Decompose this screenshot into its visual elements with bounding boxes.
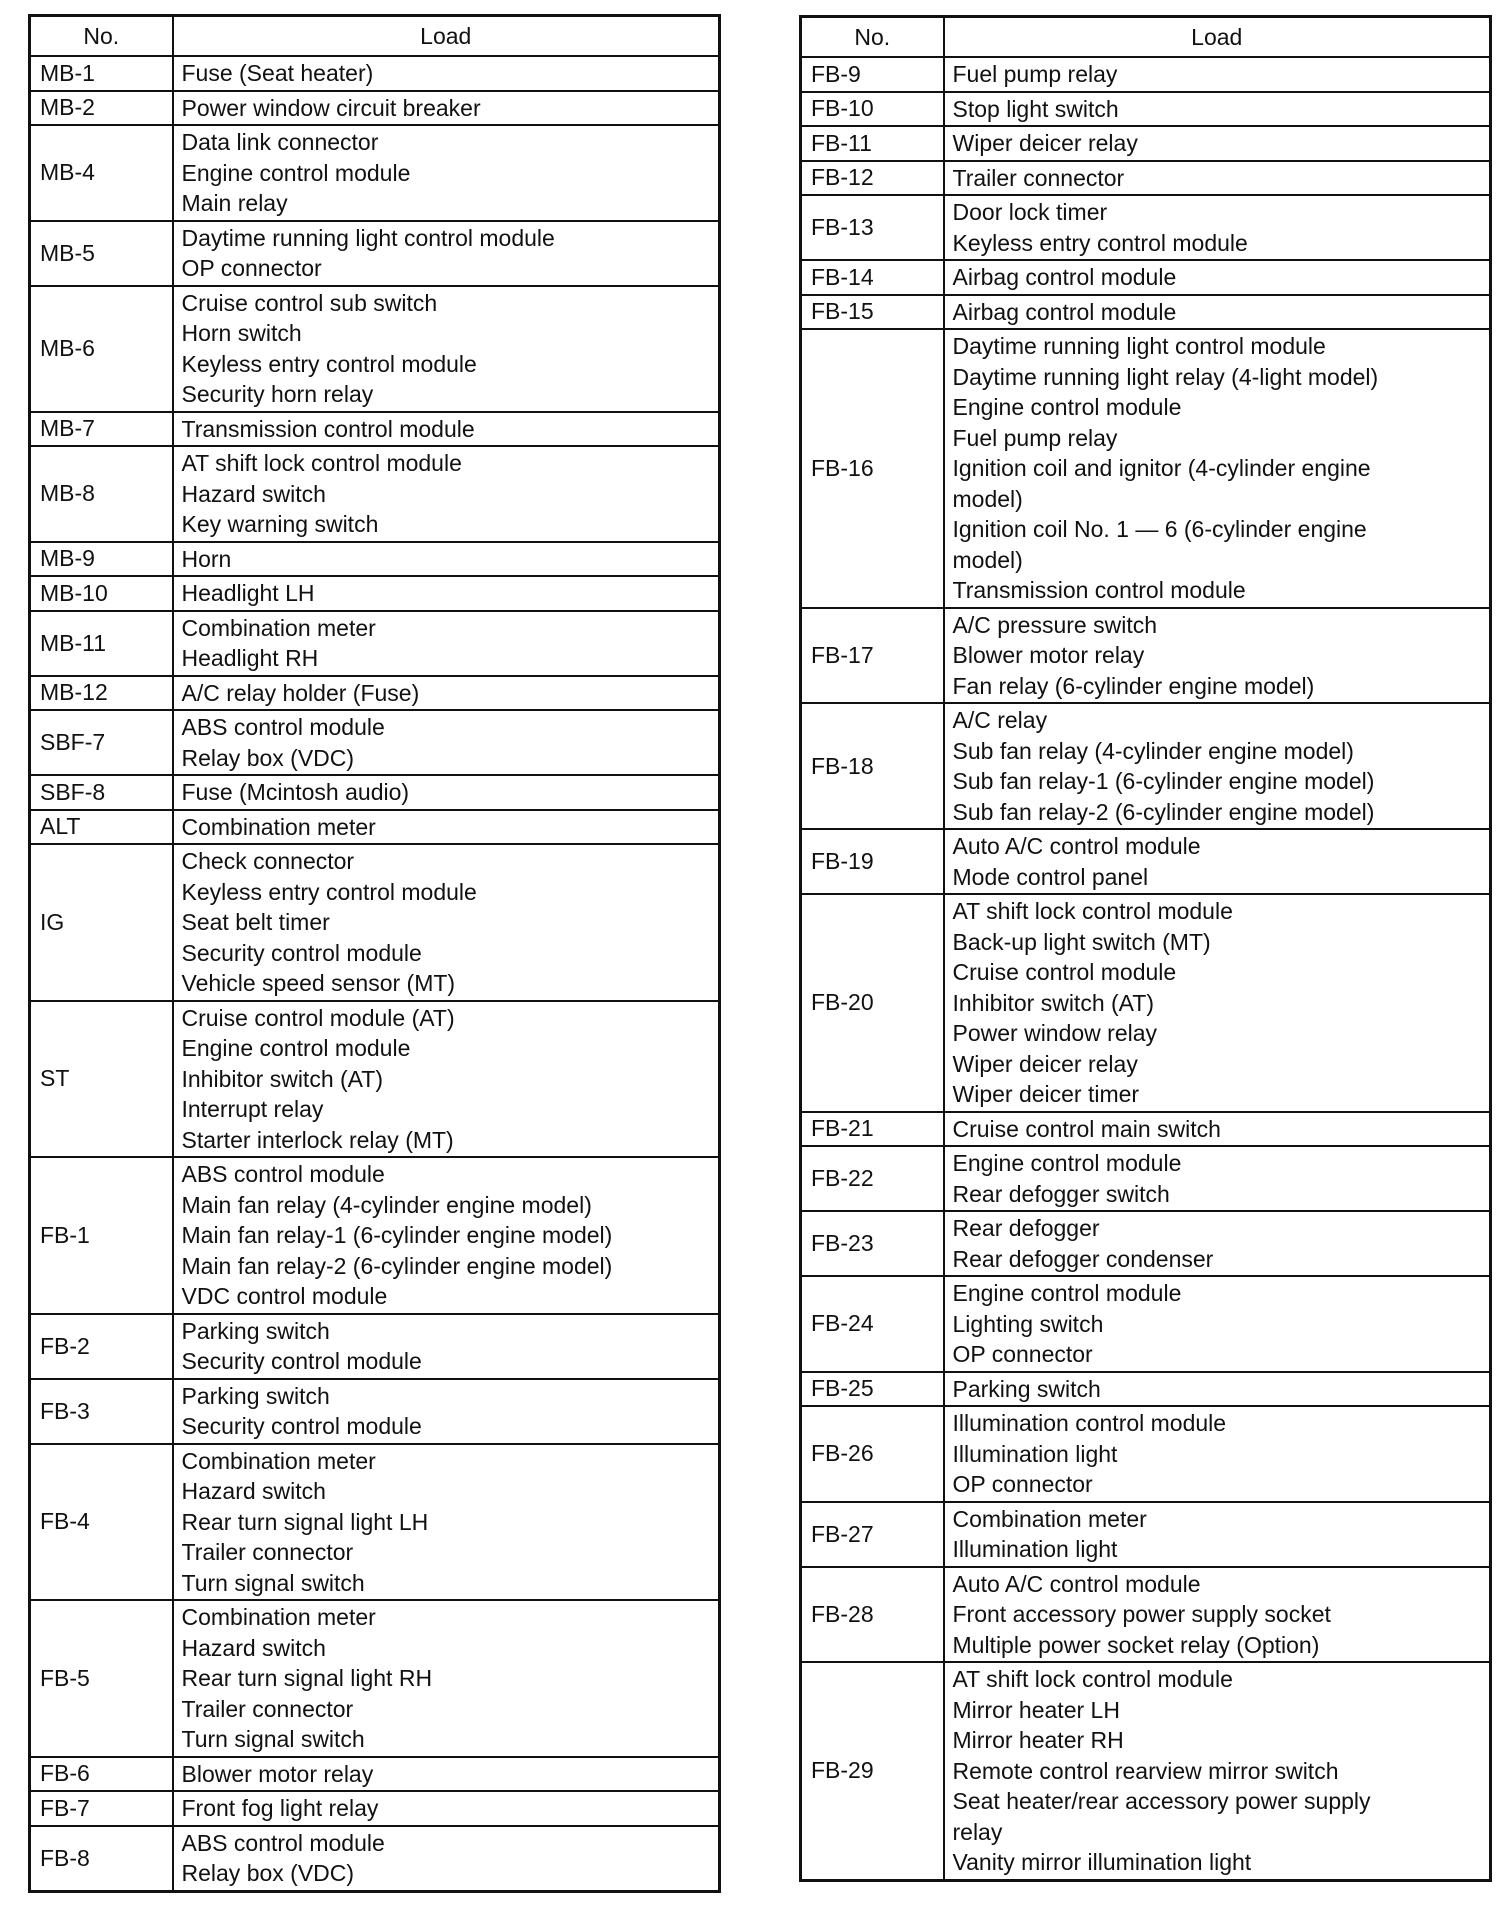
load-item: Security control module — [181, 1348, 422, 1374]
load-item: Keyless entry control module — [181, 350, 477, 377]
fuse-number: FB-12 — [801, 161, 944, 196]
fuse-number: MB-10 — [30, 576, 173, 611]
table-row — [801, 608, 1491, 704]
load-item: Hazard switch — [181, 1478, 326, 1504]
load-item: A/C relay — [952, 707, 1048, 733]
load-item: Vehicle speed sensor (MT) — [181, 970, 456, 996]
load-item: Inhibitor switch (AT) — [181, 1065, 384, 1092]
load-item: Key warning switch — [181, 511, 379, 537]
load-list — [944, 1372, 1491, 1407]
load-item: Mirror heater RH — [952, 1727, 1124, 1753]
load-list — [173, 542, 720, 577]
table-row — [801, 829, 1491, 894]
fuse-number: IG — [30, 844, 173, 1001]
fuse-number: MB-12 — [30, 676, 173, 711]
load-item: Rear defogger condenser — [952, 1245, 1214, 1272]
load-item: Relay box (VDC) — [181, 1860, 355, 1886]
table-row — [30, 611, 720, 676]
load-list — [173, 56, 720, 91]
fuse-number: FB-14 — [801, 260, 944, 295]
fuse-number: MB-2 — [30, 91, 173, 126]
fuse-number: FB-2 — [30, 1314, 173, 1379]
table-row — [30, 1600, 720, 1757]
load-item: Airbag control module — [952, 298, 1177, 325]
table-row — [30, 1444, 720, 1601]
table-row — [801, 1502, 1491, 1567]
load-item: Auto A/C control module — [952, 833, 1201, 859]
load-item: Parking switch — [952, 1375, 1101, 1402]
load-item: Daytime running light relay (4-light model) — [952, 363, 1379, 390]
table-row — [30, 844, 720, 1001]
table-row — [801, 703, 1491, 829]
fuse-number: FB-1 — [30, 1157, 173, 1314]
load-item: Cruise control module — [952, 959, 1177, 985]
fuse-number: FB-24 — [801, 1276, 944, 1372]
load-item: Combination meter — [181, 813, 376, 840]
load-list — [944, 260, 1491, 295]
table-row — [801, 92, 1491, 127]
load-item: Horn — [181, 545, 232, 572]
table-row — [30, 775, 720, 810]
load-list — [944, 829, 1491, 894]
fuse-number: FB-17 — [801, 608, 944, 704]
table-row — [801, 329, 1491, 608]
load-item: Combination meter — [952, 1505, 1147, 1532]
load-item: Trailer connector — [952, 164, 1125, 191]
load-item: Starter interlock relay (MT) — [181, 1126, 454, 1153]
fuse-number: MB-9 — [30, 542, 173, 577]
table-row — [30, 542, 720, 577]
load-item: Engine control module — [181, 1035, 411, 1061]
load-item: Wiper deicer relay — [952, 130, 1138, 156]
load-list — [944, 608, 1491, 704]
header-no: No. — [30, 16, 173, 57]
load-list — [944, 1146, 1491, 1211]
load-item: Fuse (Mcintosh audio) — [181, 779, 410, 805]
fuse-number: FB-23 — [801, 1211, 944, 1276]
fuse-number: FB-4 — [30, 1444, 173, 1601]
load-item: Fuse (Seat heater) — [181, 60, 374, 86]
load-list — [944, 894, 1491, 1112]
fuse-number: FB-22 — [801, 1146, 944, 1211]
fuse-number: FB-21 — [801, 1112, 944, 1147]
load-item: Combination meter — [181, 1447, 376, 1474]
load-item: Hazard switch — [181, 480, 326, 507]
table-row — [801, 161, 1491, 196]
load-item: Wiper deicer relay — [952, 1050, 1138, 1077]
load-item: Transmission control module — [181, 415, 475, 442]
load-list — [173, 125, 720, 221]
load-item: Parking switch — [181, 1317, 330, 1344]
load-item: Security horn relay — [181, 381, 374, 407]
load-list — [173, 844, 720, 1001]
fuse-number: MB-1 — [30, 56, 173, 91]
load-item: Ignition coil No. 1 — 6 (6-cylinder engine — [952, 516, 1367, 542]
load-item: Fuel pump relay — [952, 424, 1118, 451]
load-item: Fan relay (6-cylinder engine model) — [952, 672, 1315, 699]
table-row — [30, 710, 720, 775]
fuse-number: MB-8 — [30, 446, 173, 542]
table-row — [30, 286, 720, 412]
table-row — [801, 1406, 1491, 1502]
fuse-number: FB-19 — [801, 829, 944, 894]
fuse-number: FB-27 — [801, 1502, 944, 1567]
load-item: Interrupt relay — [181, 1096, 324, 1122]
load-list — [173, 412, 720, 447]
table-row — [801, 1276, 1491, 1372]
load-item: Seat belt timer — [181, 909, 330, 935]
load-item: Rear defogger switch — [952, 1180, 1170, 1207]
load-item: Trailer connector — [181, 1539, 354, 1565]
table-row — [30, 125, 720, 221]
load-item: Hazard switch — [181, 1634, 326, 1661]
load-item: Rear turn signal light RH — [181, 1665, 433, 1691]
fuse-number: FB-15 — [801, 295, 944, 330]
table-header-row — [801, 17, 1491, 58]
load-item: Sub fan relay-1 (6-cylinder engine model) — [952, 768, 1375, 794]
table-row — [30, 1379, 720, 1444]
load-list — [944, 329, 1491, 608]
load-item: ABS control module — [181, 714, 385, 740]
load-item: Engine control module — [952, 1280, 1182, 1306]
load-item: Inhibitor switch (AT) — [952, 989, 1155, 1016]
load-item: Front fog light relay — [181, 1795, 379, 1821]
load-item: Main fan relay-2 (6-cylinder engine model) — [181, 1252, 613, 1279]
load-item: Check connector — [181, 848, 355, 874]
load-item: Turn signal switch — [181, 1569, 365, 1596]
load-list — [173, 221, 720, 286]
load-item: Illumination light — [952, 1440, 1118, 1467]
load-item: Engine control module — [181, 159, 411, 186]
fuse-number: FB-5 — [30, 1600, 173, 1757]
header-load: Load — [173, 16, 720, 57]
load-list — [173, 1757, 720, 1792]
table-row — [30, 1157, 720, 1314]
load-list — [173, 91, 720, 126]
fuse-number: ST — [30, 1001, 173, 1158]
load-list — [173, 1600, 720, 1757]
load-item: Blower motor relay — [952, 642, 1145, 668]
load-list — [173, 1444, 720, 1601]
load-item: Door lock timer — [952, 199, 1108, 225]
load-list — [944, 703, 1491, 829]
load-list — [173, 611, 720, 676]
load-item: Airbag control module — [952, 264, 1177, 290]
load-item: Engine control module — [952, 1150, 1182, 1176]
load-item: Rear turn signal light LH — [181, 1508, 429, 1535]
load-item: Data link connector — [181, 129, 379, 155]
load-item: Main relay — [181, 190, 288, 216]
load-item: Fuel pump relay — [952, 61, 1118, 87]
fuse-number: FB-26 — [801, 1406, 944, 1502]
load-list — [173, 1379, 720, 1444]
load-item: Vanity mirror illumination light — [952, 1849, 1252, 1875]
fuse-table-right — [799, 15, 1492, 1882]
table-row — [801, 894, 1491, 1112]
load-list — [173, 1001, 720, 1158]
load-item: Remote control rearview mirror switch — [952, 1757, 1339, 1784]
load-item: Mirror heater LH — [952, 1696, 1120, 1723]
load-item: Horn switch — [181, 320, 302, 346]
load-item: model) — [952, 546, 1023, 573]
load-item: Engine control module — [952, 394, 1182, 420]
load-list — [173, 1314, 720, 1379]
load-item: AT shift lock control module — [181, 450, 462, 476]
fuse-number: FB-9 — [801, 57, 944, 92]
load-item: Keyless entry control module — [181, 878, 477, 905]
table-header-row — [30, 16, 720, 57]
fuse-number: ALT — [30, 810, 173, 845]
table-row — [30, 412, 720, 447]
load-item: Headlight LH — [181, 580, 315, 606]
load-item: A/C pressure switch — [952, 611, 1158, 638]
load-item: Security control module — [181, 939, 422, 966]
load-item: Seat heater/rear accessory power supply — [952, 1788, 1371, 1814]
fuse-number: FB-25 — [801, 1372, 944, 1407]
load-list — [173, 710, 720, 775]
fuse-number: SBF-7 — [30, 710, 173, 775]
load-item: Mode control panel — [952, 863, 1149, 890]
load-item: Blower motor relay — [181, 1760, 374, 1787]
load-list — [173, 1826, 720, 1892]
load-item: Power window circuit breaker — [181, 94, 481, 121]
load-item: AT shift lock control module — [952, 898, 1233, 924]
fuse-number: FB-3 — [30, 1379, 173, 1444]
load-list — [173, 810, 720, 845]
load-item: OP connector — [181, 255, 322, 281]
table-row — [30, 1826, 720, 1892]
table-row — [30, 56, 720, 91]
load-item: Relay box (VDC) — [181, 744, 355, 771]
load-list — [944, 92, 1491, 127]
table-row — [30, 810, 720, 845]
fuse-number: FB-29 — [801, 1662, 944, 1880]
load-list — [944, 1662, 1491, 1880]
load-list — [944, 1567, 1491, 1663]
load-item: Cruise control sub switch — [181, 289, 438, 316]
load-list — [173, 576, 720, 611]
fuse-number: FB-6 — [30, 1757, 173, 1792]
load-list — [944, 1406, 1491, 1502]
table-row — [30, 1791, 720, 1826]
fuse-number: MB-4 — [30, 125, 173, 221]
load-list — [944, 1276, 1491, 1372]
load-item: Combination meter — [181, 1604, 376, 1630]
load-list — [944, 1502, 1491, 1567]
fuse-number: FB-10 — [801, 92, 944, 127]
load-item: Power window relay — [952, 1020, 1158, 1046]
load-item: Wiper deicer timer — [952, 1081, 1140, 1107]
table-row — [801, 126, 1491, 161]
load-item: Daytime running light control module — [952, 333, 1326, 359]
load-item: ABS control module — [181, 1829, 385, 1856]
fuse-number: FB-8 — [30, 1826, 173, 1892]
load-item: Cruise control main switch — [952, 1115, 1221, 1142]
table-row — [801, 1567, 1491, 1663]
load-item: OP connector — [952, 1341, 1093, 1367]
load-item: Stop light switch — [952, 95, 1119, 122]
table-row — [30, 1001, 720, 1158]
load-item: Cruise control module (AT) — [181, 1004, 455, 1031]
table-row — [30, 1757, 720, 1792]
load-list — [173, 676, 720, 711]
fuse-number: FB-7 — [30, 1791, 173, 1826]
table-row — [801, 1211, 1491, 1276]
load-item: Sub fan relay (4-cylinder engine model) — [952, 737, 1354, 764]
table-row — [801, 1662, 1491, 1880]
load-item: OP connector — [952, 1471, 1093, 1497]
load-item: Keyless entry control module — [952, 229, 1248, 256]
load-item: Multiple power socket relay (Option) — [952, 1631, 1320, 1658]
load-item: Rear defogger — [952, 1215, 1100, 1241]
fuse-number: FB-20 — [801, 894, 944, 1112]
load-list — [173, 1157, 720, 1314]
load-item: relay — [952, 1818, 1003, 1845]
table-row — [801, 1146, 1491, 1211]
fuse-table-left — [28, 14, 721, 1893]
header-load: Load — [944, 17, 1491, 58]
table-row — [30, 676, 720, 711]
load-item: Lighting switch — [952, 1310, 1104, 1337]
load-item: Illumination control module — [952, 1410, 1227, 1436]
load-item: model) — [952, 485, 1023, 512]
load-list — [944, 195, 1491, 260]
load-list — [944, 126, 1491, 161]
fuse-number: FB-28 — [801, 1567, 944, 1663]
table-row — [801, 295, 1491, 330]
load-item: Ignition coil and ignitor (4-cylinder engine — [952, 455, 1371, 481]
table-row — [30, 1314, 720, 1379]
load-item: VDC control module — [181, 1283, 388, 1309]
table-row — [801, 1112, 1491, 1147]
load-item: Illumination light — [952, 1536, 1118, 1562]
load-list — [173, 446, 720, 542]
fuse-number: FB-18 — [801, 703, 944, 829]
load-item: Sub fan relay-2 (6-cylinder engine model) — [952, 798, 1375, 825]
load-item: Main fan relay-1 (6-cylinder engine model) — [181, 1222, 613, 1248]
table-row — [30, 576, 720, 611]
load-item: Front accessory power supply socket — [952, 1601, 1331, 1627]
table-row — [801, 195, 1491, 260]
table-row — [30, 446, 720, 542]
load-item: AT shift lock control module — [952, 1666, 1233, 1692]
load-item: Combination meter — [181, 614, 376, 641]
fuse-number: FB-11 — [801, 126, 944, 161]
load-item: Daytime running light control module — [181, 224, 555, 251]
fuse-number: FB-13 — [801, 195, 944, 260]
table-row — [30, 91, 720, 126]
load-list — [173, 286, 720, 412]
load-list — [944, 57, 1491, 92]
load-list — [944, 1211, 1491, 1276]
load-item: A/C relay holder (Fuse) — [181, 679, 420, 706]
load-item: Headlight RH — [181, 645, 319, 671]
load-list — [944, 295, 1491, 330]
load-item: Turn signal switch — [181, 1726, 365, 1752]
fuse-number: FB-16 — [801, 329, 944, 608]
table-row — [801, 260, 1491, 295]
fuse-number: MB-7 — [30, 412, 173, 447]
load-item: Main fan relay (4-cylinder engine model) — [181, 1191, 592, 1218]
load-item: Back-up light switch (MT) — [952, 928, 1211, 955]
table-row — [30, 221, 720, 286]
load-list — [173, 1791, 720, 1826]
load-list — [173, 775, 720, 810]
load-item: Parking switch — [181, 1382, 330, 1409]
load-list — [944, 1112, 1491, 1147]
load-item: Auto A/C control module — [952, 1570, 1201, 1597]
table-row — [801, 1372, 1491, 1407]
load-item: Security control module — [181, 1413, 422, 1439]
fuse-number: SBF-8 — [30, 775, 173, 810]
fuse-number: MB-6 — [30, 286, 173, 412]
fuse-number: MB-5 — [30, 221, 173, 286]
load-item: Trailer connector — [181, 1695, 354, 1722]
fuse-number: MB-11 — [30, 611, 173, 676]
load-item: ABS control module — [181, 1161, 385, 1187]
table-row — [801, 57, 1491, 92]
load-item: Transmission control module — [952, 577, 1246, 603]
header-no: No. — [801, 17, 944, 58]
load-list — [944, 161, 1491, 196]
